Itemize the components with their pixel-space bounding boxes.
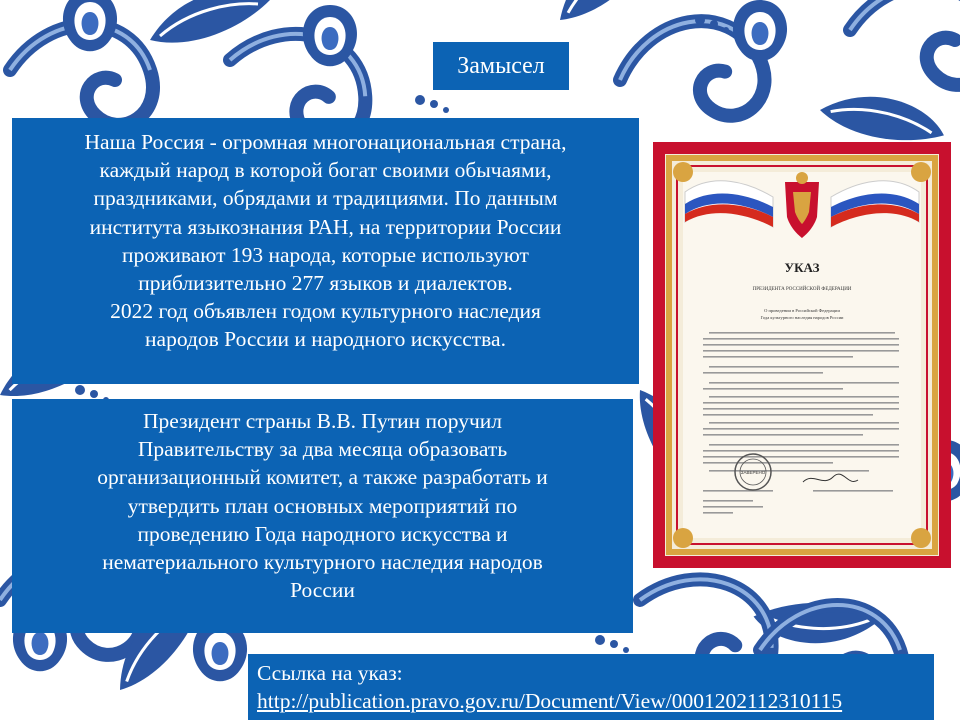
slide-title: Замысел bbox=[457, 52, 545, 79]
link-label: Ссылка на указ: bbox=[257, 661, 403, 685]
intro-line: народов России и народного искусства. bbox=[145, 327, 506, 352]
intro-text-box bbox=[12, 118, 639, 384]
decree-line: утвердить план основных мероприятий по bbox=[127, 493, 518, 518]
slide-title-box bbox=[433, 42, 569, 90]
intro-line: института языкознания РАН, на территории России bbox=[89, 214, 562, 239]
document-caption-line-1: О проведении в Российской Федерации bbox=[764, 308, 840, 313]
decree-document-image bbox=[653, 142, 951, 568]
decree-link-box bbox=[248, 654, 934, 720]
intro-line: приблизительно 277 языков и диалектов. bbox=[138, 271, 513, 296]
intro-line: проживают 193 народа, которые используют bbox=[122, 242, 529, 267]
svg-text:ЗАВЕРЕНО: ЗАВЕРЕНО bbox=[740, 470, 766, 475]
decree-line: России bbox=[290, 578, 355, 603]
intro-line: 2022 год объявлен годом культурного наследия bbox=[110, 299, 541, 324]
document-subheading: ПРЕЗИДЕНТА РОССИЙСКОЙ ФЕДЕРАЦИИ bbox=[752, 287, 852, 292]
decree-line: Президент страны В.В. Путин поручил bbox=[142, 409, 503, 433]
document-caption-line-2: Года культурного наследия народов России bbox=[760, 315, 844, 320]
decree-link[interactable]: http://publication.pravo.gov.ru/Document/View/0001202112310115 bbox=[257, 689, 843, 713]
decree-line: Правительству за два месяца образовать bbox=[137, 437, 508, 462]
decree-line: проведению Года народного искусства и bbox=[137, 521, 508, 546]
intro-line: праздниками, обрядами и традициями. По данным bbox=[93, 186, 558, 211]
intro-line: Наша Россия - огромная многонациональная страна, bbox=[84, 130, 567, 154]
intro-line: каждый народ в которой богат своими обычаями, bbox=[99, 158, 552, 183]
decree-line: организационный комитет, а также разработать и bbox=[97, 465, 548, 490]
decree-line: нематериального культурного наследия народов bbox=[102, 550, 543, 575]
decree-text-box bbox=[12, 399, 633, 633]
document-heading: УКАЗ bbox=[784, 260, 820, 275]
